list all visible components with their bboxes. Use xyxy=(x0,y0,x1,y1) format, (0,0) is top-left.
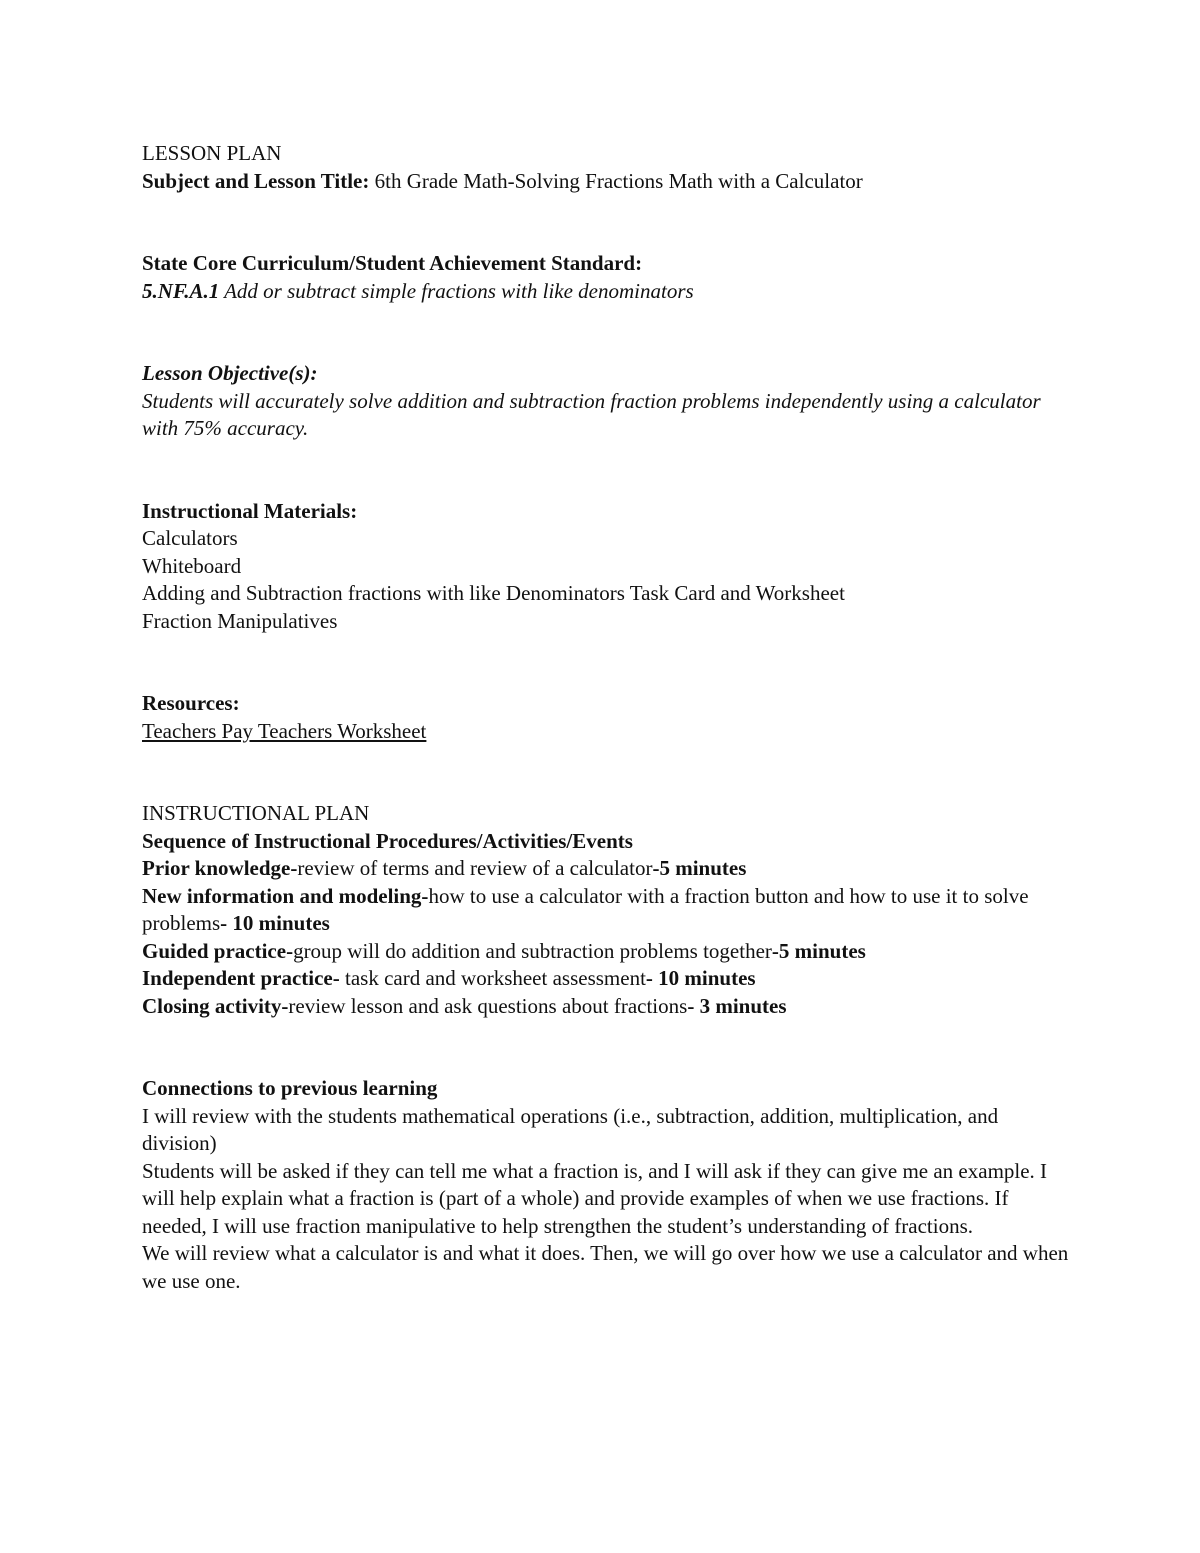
standard-line xyxy=(142,278,1072,306)
subject-label: Subject and Lesson Title: xyxy=(142,168,370,193)
step-label: Closing activity- xyxy=(142,993,289,1018)
step-duration: -5 minutes xyxy=(652,856,747,880)
sequence-step xyxy=(142,938,1072,966)
step-label: New information and modeling- xyxy=(142,883,429,908)
step-description: task card and worksheet assessment xyxy=(339,966,646,990)
step-label: Independent practice- xyxy=(142,966,340,990)
step-description: group will do addition and subtraction problems together xyxy=(293,938,772,963)
step-description: how to use a calculator with a fraction button and how to use it to solve problems xyxy=(142,883,1029,935)
step-duration: -5 minutes xyxy=(771,938,866,963)
resources-heading: Resources: xyxy=(142,691,240,715)
materials-item: Adding and Subtraction fractions with like Denominators Task Card and Worksheet xyxy=(142,581,845,605)
step-duration: - 3 minutes xyxy=(687,993,787,1018)
standard-text: Add or subtract simple fractions with like denominators xyxy=(219,278,694,303)
subject-line xyxy=(142,168,1072,196)
materials-item: Whiteboard xyxy=(142,553,242,578)
connections-heading: Connections to previous learning xyxy=(142,1076,438,1100)
sequence-step xyxy=(142,855,1072,883)
connections-paragraph: I will review with the students mathematical operations (i.e., subtraction, addition, multiplication, and division) xyxy=(142,1103,999,1155)
connections-paragraph: Students will be asked if they can tell me what a fraction is, and I will ask if they can give me an example. I will help explain what a fraction is (part of a whole) and provide examples of when we use fractions. If needed, I will use fraction manipulative to help strengthen the student’s understanding of fractions. xyxy=(142,1158,1048,1238)
resources-link[interactable]: Teachers Pay Teachers Worksheet xyxy=(142,718,427,743)
instructional-plan-title: INSTRUCTIONAL PLAN xyxy=(142,801,370,825)
document-title: LESSON PLAN xyxy=(142,141,282,165)
step-description: review of terms and review of a calculator xyxy=(297,856,653,880)
connections-paragraph: We will review what a calculator is and what it does. Then, we will go over how we use a calculator and when we use one. xyxy=(142,1241,1069,1293)
sequence-step xyxy=(142,883,1072,938)
sequence-step xyxy=(142,993,1072,1021)
step-label: Prior knowledge- xyxy=(142,856,298,880)
lesson-plan-document xyxy=(142,140,1072,1295)
materials-item: Calculators xyxy=(142,526,238,550)
materials-item: Fraction Manipulatives xyxy=(142,608,338,633)
materials-heading: Instructional Materials: xyxy=(142,498,358,523)
step-duration: - 10 minutes xyxy=(220,911,330,935)
objectives-heading: Lesson Objective(s): xyxy=(142,361,318,385)
subject-value: 6th Grade Math-Solving Fractions Math with a Calculator xyxy=(369,168,863,193)
sequence-heading: Sequence of Instructional Procedures/Activities/Events xyxy=(142,828,633,853)
step-label: Guided practice- xyxy=(142,938,294,963)
step-description: review lesson and ask questions about fractions xyxy=(288,993,688,1018)
step-duration: - 10 minutes xyxy=(645,966,756,990)
objectives-text: Students will accurately solve addition and subtraction fraction problems independently using a calculator with 75% accuracy. xyxy=(142,388,1041,440)
standard-code: 5.NF.A.1 xyxy=(142,278,220,303)
standard-heading: State Core Curriculum/Student Achievement Standard: xyxy=(142,251,643,275)
sequence-step xyxy=(142,965,1072,993)
